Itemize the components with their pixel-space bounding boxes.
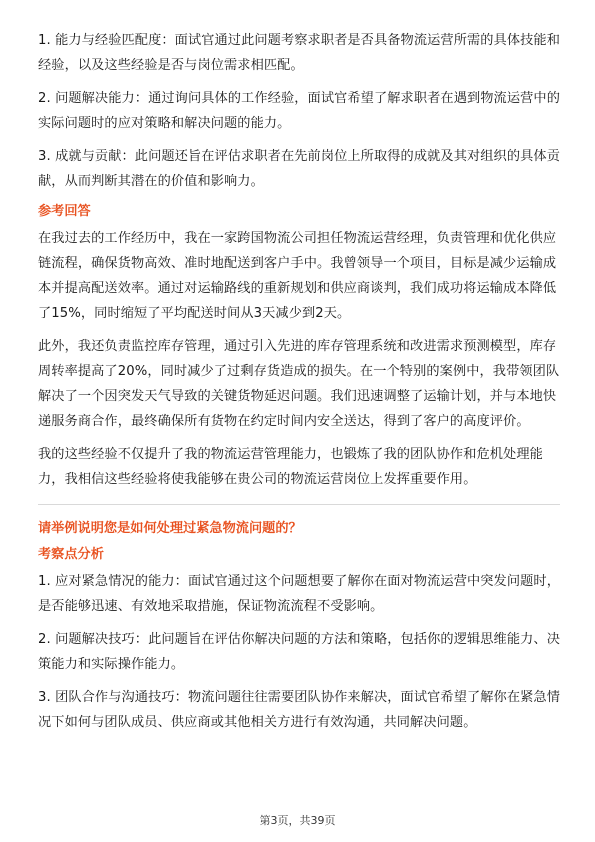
reference-paragraph-1: 在我过去的工作经历中，我在一家跨国物流公司担任物流运营经理，负责管理和优化供应链流程，确保货物高效、准时地配送到客户手中。我曾领导一个项目，目标是减少运输成本并提高配送效率。通过对运输路线的重新规划和供应商谈判，我们成功将运输成本降低了15%，同时缩短了平均配送时间从3天减少到2天。 bbox=[38, 231, 557, 321]
section-divider bbox=[38, 504, 560, 505]
question-title: 请举例说明您是如何处理过紧急物流问题的？ bbox=[38, 521, 302, 536]
analysis-item-2: 2. 问题解决能力：通过询问具体的工作经验，面试官希望了解求职者在遇到物流运营中的实际问题时的应对策略和解决问题的能力。 bbox=[38, 91, 560, 131]
reference-paragraph-3: 我的这些经验不仅提升了我的物流运营管理能力，也锻炼了我的团队协作和危机处理能力，我相信这些经验将使我能够在贵公司的物流运营岗位上发挥重要作用。 bbox=[38, 447, 543, 487]
analysis-item-1: 1. 能力与经验匹配度：面试官通过此问题考察求职者是否具备物流运营所需的具体技能和经验，以及这些经验是否与岗位需求相匹配。 bbox=[38, 33, 560, 73]
q2-analysis-item-1: 1. 应对紧急情况的能力：面试官通过这个问题想要了解你在面对物流运营中突发问题时，是否能够迅速、有效地采取措施，保证物流流程不受影响。 bbox=[38, 574, 560, 614]
q2-analysis-item-2: 2. 问题解决技巧：此问题旨在评估你解决问题的方法和策略，包括你的逻辑思维能力、决策能力和实际操作能力。 bbox=[38, 632, 560, 672]
analysis-heading: 考察点分析 bbox=[38, 547, 104, 562]
reference-heading: 参考回答 bbox=[38, 204, 91, 219]
reference-paragraph-2: 此外，我还负责监控库存管理，通过引入先进的库存管理系统和改进需求预测模型，库存周转率提高了20%，同时减少了过剩存货造成的损失。在一个特别的案例中，我带领团队解决了一个因突发天气导致的关键货物延迟问题。我们迅速调整了运输计划，并与本地快递服务商合作，最终确保所有货物在约定时间内安全送达，得到了客户的高度评价。 bbox=[38, 339, 560, 429]
page-number: 第3页，共39页 bbox=[259, 814, 336, 827]
analysis-item-3: 3. 成就与贡献：此问题还旨在评估求职者在先前岗位上所取得的成就及其对组织的具体贡献，从而判断其潜在的价值和影响力。 bbox=[38, 149, 560, 189]
page-content bbox=[38, 28, 560, 743]
q2-analysis-item-3: 3. 团队合作与沟通技巧：物流问题往往需要团队协作来解决，面试官希望了解你在紧急情况下如何与团队成员、供应商或其他相关方进行有效沟通，共同解决问题。 bbox=[38, 690, 560, 730]
